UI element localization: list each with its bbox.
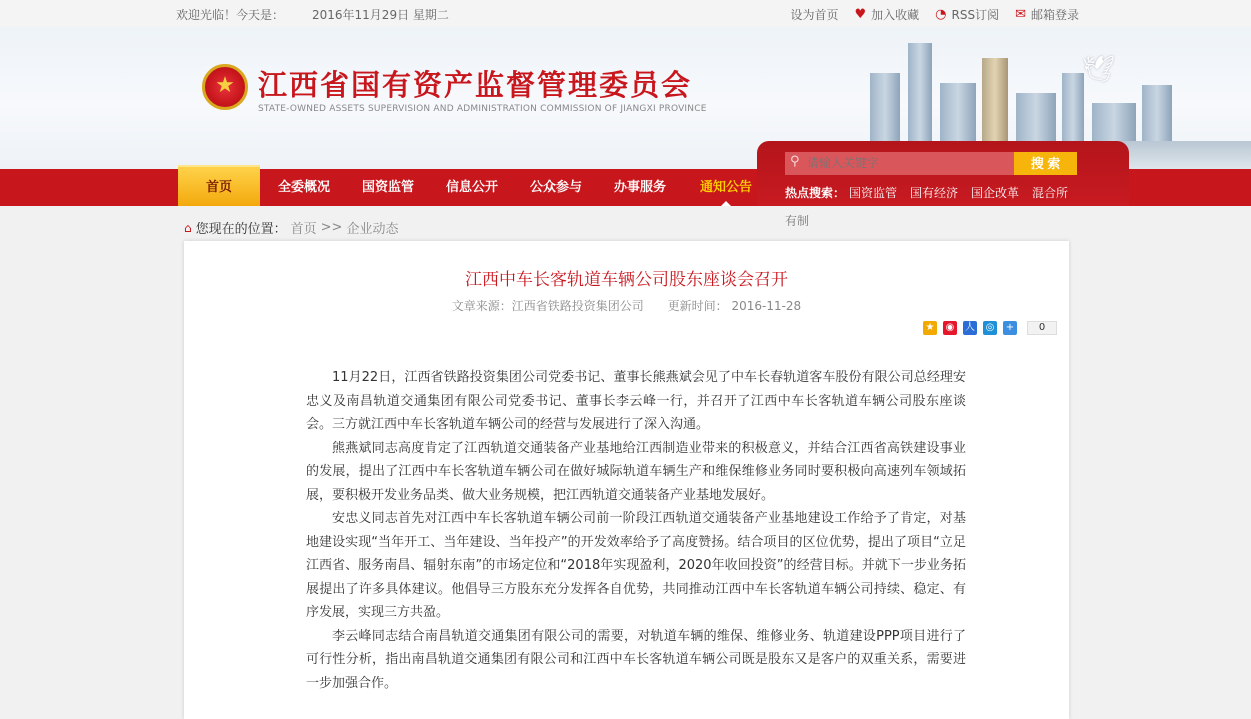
nav-participation[interactable]: 公众参与	[529, 180, 582, 195]
breadcrumb-sep: >>	[320, 220, 343, 235]
home-icon: ⌂	[184, 220, 192, 235]
welcome-text: 欢迎光临！今天是：	[176, 8, 285, 22]
share-bar	[923, 321, 1057, 335]
favorite-label: 加入收藏	[871, 8, 920, 22]
hot-link-overflow[interactable]: 有制	[785, 214, 810, 228]
hot-search-links	[849, 184, 1068, 201]
search-button[interactable]: 搜 索	[1014, 152, 1077, 175]
hot-link[interactable]: 国资监管	[849, 186, 898, 200]
nav-services[interactable]: 办事服务	[613, 180, 666, 195]
article-panel	[184, 241, 1069, 719]
more-share-icon[interactable]: +	[1003, 321, 1017, 335]
qzone-share-icon[interactable]: ★	[923, 321, 937, 335]
current-date: 2016年11月29日 星期二	[312, 8, 449, 22]
article-source: 文章来源：江西省铁路投资集团公司	[451, 299, 644, 313]
article-updated: 更新时间： 2016-11-28	[667, 299, 802, 313]
renren-share-icon[interactable]: 人	[965, 322, 975, 333]
breadcrumb-label: 您现在的位置：	[195, 222, 287, 237]
site-title: 江西省国有资产监督管理委员会	[258, 68, 693, 102]
nav-home[interactable]: 首页	[178, 165, 260, 206]
top-bar	[0, 0, 1251, 27]
heart-icon: ♥	[854, 7, 867, 22]
tencent-weibo-share-icon[interactable]: ◎	[983, 321, 997, 335]
site-subtitle: STATE-OWNED ASSETS SUPERVISION AND ADMINISTRATION COMMISSION OF JIANGXI PROVINCE	[258, 104, 707, 114]
favorite-link[interactable]	[854, 6, 919, 23]
set-home-label: 设为首页	[790, 8, 839, 22]
breadcrumb-home[interactable]: 首页	[290, 222, 317, 237]
hot-link[interactable]: 国企改革	[971, 186, 1020, 200]
rss-link[interactable]	[935, 6, 999, 23]
breadcrumb	[184, 218, 398, 237]
article-paragraph: 熊燕斌同志高度肯定了江西轨道交通装备产业基地给江西制造业带来的积极意义，并结合江西省高铁建设事业的发展，提出了江西中车长客轨道车辆公司在做好城际轨道车辆生产和维保维修业务同时要积极向高速列车领域拓展，要积极开发业务品类、做大业务规模，把江西轨道交通装备产业基地发展好。	[306, 440, 966, 503]
article-paragraph: 安忠义同志首先对江西中车长客轨道车辆公司前一阶段江西轨道交通装备产业基地建设工作给予了肯定，对基地建设实现“当年开工、当年建设、当年投产”的开发效率给予了高度赞扬。结合项目的区位优势，提出了项目“立足江西省、服务南昌、辐射东南”的市场定位和“2018年实现盈利，2020年收回投资”的经营目标。并就下一步业务拓展提出了许多具体建议。他倡导三方股东充分发挥各自优势，共同推动江西中车长客轨道车辆公司持续、稳定、有序发展，实现三方共盈。	[306, 511, 966, 620]
set-home-link[interactable]	[790, 6, 838, 23]
article-paragraph: 11月22日，江西省铁路投资集团公司党委书记、董事长熊燕斌会见了中车长春轨道客车股份有限公司总经理安忠义及南昌轨道交通集团有限公司党委书记、董事长李云峰一行，并召开了江西中车长客轨道车辆公司股东座谈会。三方就江西中车长客轨道车辆公司的经营与发展进行了深入沟通。	[306, 370, 966, 432]
article-meta	[184, 297, 1069, 314]
top-links	[790, 6, 1079, 23]
nav-notices[interactable]: 通知公告	[688, 169, 764, 206]
weibo-share-icon[interactable]: ◉	[943, 321, 957, 335]
search-icon: ⚲	[790, 154, 800, 169]
mail-icon: ✉	[1015, 7, 1026, 22]
hot-link[interactable]: 混合所	[1032, 186, 1069, 200]
article-paragraph: 李云峰同志结合南昌轨道交通集团有限公司的需要，对轨道车辆的维保、维修业务、轨道建设PPP项目进行了可行性分析，指出南昌轨道交通集团有限公司和江西中车长客轨道车辆公司既是股东又是客户的双重关系，需要进一步加强合作。	[306, 628, 966, 691]
hot-link[interactable]: 国有经济	[910, 186, 959, 200]
hot-search-label: 热点搜索：	[785, 186, 846, 200]
article-body	[306, 366, 966, 695]
breadcrumb-current[interactable]: 企业动态	[346, 222, 399, 237]
search-input[interactable]	[785, 152, 1014, 175]
national-emblem-icon: ★	[202, 64, 248, 110]
rss-label: RSS订阅	[951, 8, 1000, 22]
mail-link[interactable]	[1015, 6, 1079, 23]
rss-icon: ◔	[935, 7, 947, 22]
nav-info-public[interactable]: 信息公开	[445, 180, 498, 195]
dove-icon: 🕊	[1082, 55, 1116, 85]
article-title: 江西中车长客轨道车辆公司股东座谈会召开	[465, 270, 788, 290]
nav-supervision[interactable]: 国资监管	[361, 180, 414, 195]
share-count: 0	[1027, 321, 1057, 335]
nav-overview[interactable]: 全委概况	[277, 180, 330, 195]
mail-label: 邮箱登录	[1030, 8, 1079, 22]
